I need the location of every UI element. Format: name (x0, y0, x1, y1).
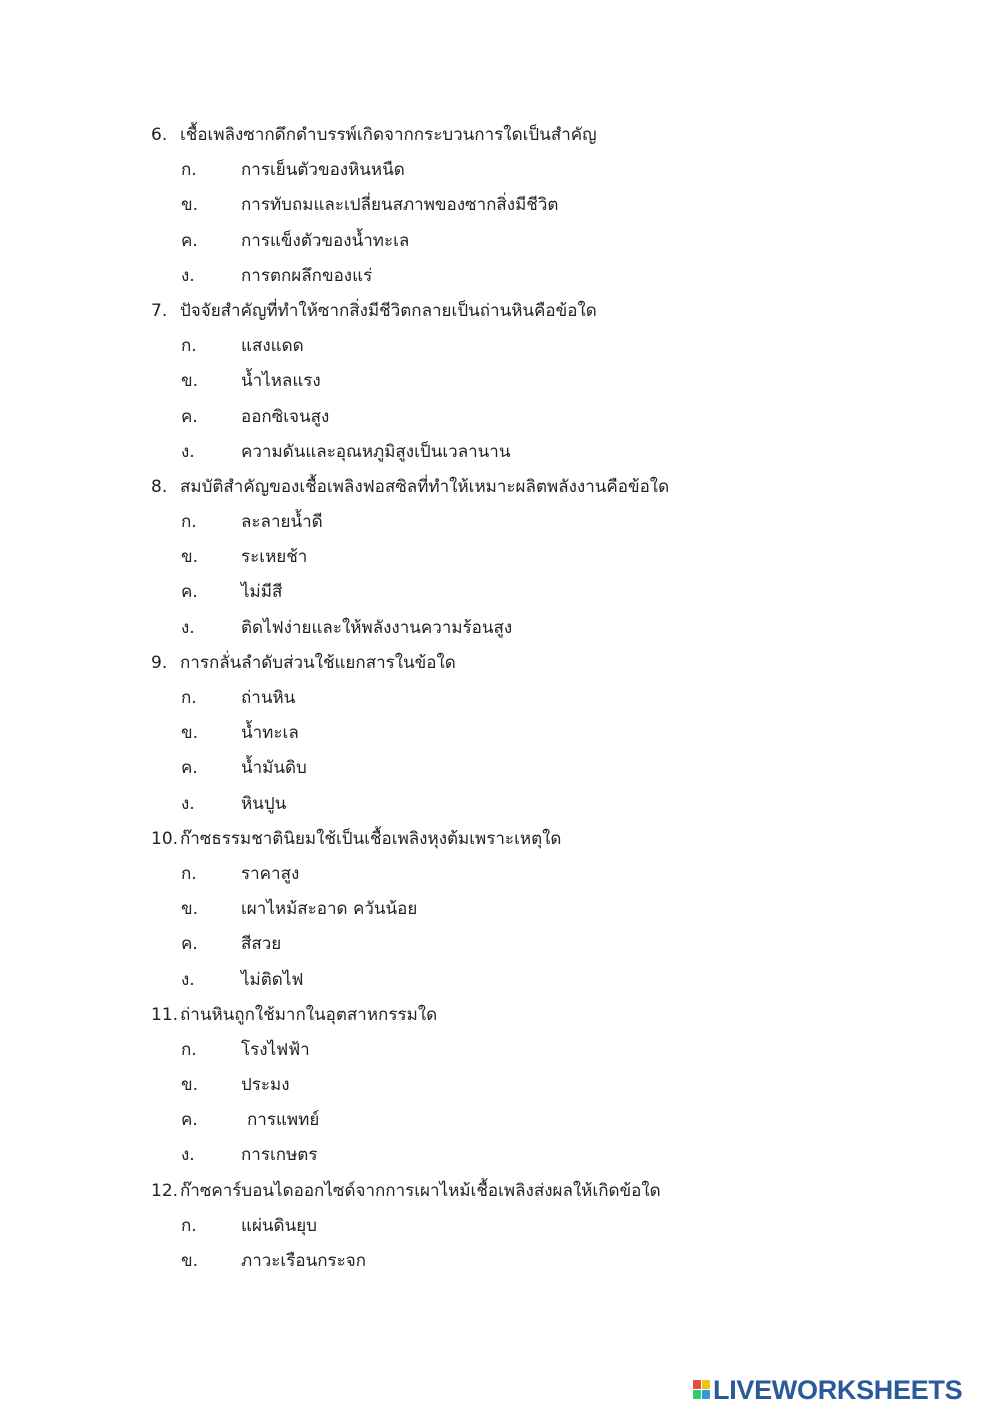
choice-text: ภาวะเรือนกระจก (241, 1251, 367, 1271)
choice-text: การแข็งตัวของน้ำทะเล (241, 230, 410, 251)
choice-row (0, 540, 1000, 575)
choice-row (0, 224, 1000, 259)
choice-letter: ง. (181, 969, 195, 990)
question-text: สมบัติสำคัญของเชื้อเพลิงฟอสซิลที่ทำให้เหมาะผลิตพลังงานคือข้อใด (180, 476, 670, 497)
choice-text: ระเหยช้า (241, 547, 308, 568)
choice-row (0, 1138, 1000, 1173)
choice-letter: ง. (181, 793, 195, 814)
choice-row (0, 1068, 1000, 1103)
choice-letter: ก. (181, 336, 197, 357)
choice-row (0, 963, 1000, 998)
choice-text: สีสวย (241, 934, 282, 955)
choice-row (0, 787, 1000, 822)
choice-text: ติดไฟง่ายและให้พลังงานความร้อนสูง (241, 617, 513, 638)
question-number: 9. (151, 652, 168, 673)
choice-letter: ข. (181, 547, 199, 568)
choice-text: เผาไหม้สะอาด ควันน้อย (241, 899, 418, 920)
choice-row (0, 153, 1000, 188)
choice-letter: ง. (181, 265, 195, 286)
question-text: ปัจจัยสำคัญที่ทำให้ซากสิ่งมีชีวิตกลายเป็นถ่านหินคือข้อใด (180, 300, 597, 321)
choice-row (0, 716, 1000, 751)
choice-row (0, 857, 1000, 892)
choice-row (0, 400, 1000, 435)
question-number: 11. (151, 1004, 179, 1025)
choice-text: น้ำมันดิบ (241, 758, 307, 779)
choice-row (0, 259, 1000, 294)
choice-letter: ง. (181, 1145, 195, 1166)
choice-text: ไม่มีสี (241, 582, 283, 603)
question-row (0, 1174, 1000, 1209)
question-row (0, 998, 1000, 1033)
choice-text: การเย็นตัวของหินหนืด (241, 160, 405, 181)
choice-text: การตกผลึกของแร่ (241, 265, 373, 286)
choice-row (0, 1033, 1000, 1068)
choice-letter: ข. (181, 195, 199, 216)
choice-text: น้ำไหลแรง (241, 371, 321, 392)
choice-row (0, 751, 1000, 786)
choice-letter: ก. (181, 160, 197, 181)
choice-text: ราคาสูง (241, 863, 300, 884)
choice-text: หินปูน (241, 793, 287, 814)
choice-letter: ข. (181, 1075, 199, 1096)
choice-letter: ก. (181, 512, 197, 533)
choice-text: ออกซิเจนสูง (241, 406, 330, 427)
choice-letter: ค. (181, 582, 198, 603)
choice-row (0, 575, 1000, 610)
choice-letter: ค. (181, 230, 198, 251)
choice-letter: ก. (181, 863, 197, 884)
choice-letter: ง. (181, 441, 195, 462)
choice-letter: ค. (181, 934, 198, 955)
choice-text: แผ่นดินยุบ (241, 1215, 317, 1236)
choice-text: ถ่านหิน (241, 688, 296, 708)
logo-square-blue (702, 1390, 710, 1399)
choice-letter: ก. (181, 1039, 197, 1060)
choice-text: การแพทย์ (247, 1110, 320, 1131)
logo-square-green (693, 1390, 701, 1399)
choice-text: ไม่ติดไฟ (241, 969, 304, 990)
question-number: 10. (151, 828, 179, 849)
choice-letter: ง. (181, 617, 195, 638)
logo-square-yellow (702, 1380, 710, 1389)
choice-letter: ข. (181, 371, 199, 392)
question-number: 6. (151, 125, 168, 145)
question-row (0, 118, 1000, 153)
choice-row (0, 1244, 1000, 1279)
choice-text: การทับถมและเปลี่ยนสภาพของซากสิ่งมีชีวิต (241, 195, 559, 216)
question-text: เชื้อเพลิงซากดึกดำบรรพ์เกิดจากกระบวนการใดเป็นสำคัญ (180, 125, 597, 145)
choice-row (0, 611, 1000, 646)
choice-row (0, 364, 1000, 399)
choice-text: ความดันและอุณหภูมิสูงเป็นเวลานาน (241, 441, 511, 462)
choice-row (0, 681, 1000, 716)
choice-row (0, 435, 1000, 470)
choice-row (0, 505, 1000, 540)
worksheet-body (0, 118, 1000, 1279)
liveworksheets-logo (693, 1377, 962, 1403)
choice-letter: ก. (181, 688, 197, 708)
choice-text: ประมง (241, 1075, 290, 1096)
choice-letter: ค. (181, 758, 198, 779)
question-text: ก๊าซคาร์บอนไดออกไซด์จากการเผาไหม้เชื้อเพลิงส่งผลให้เกิดข้อใด (180, 1180, 661, 1201)
liveworksheets-logo-icon (693, 1380, 710, 1400)
question-number: 7. (151, 300, 168, 321)
choice-row (0, 1209, 1000, 1244)
question-number: 8. (151, 476, 168, 497)
logo-text: LIVEWORKSHEETS (713, 1375, 963, 1405)
question-row (0, 646, 1000, 681)
logo-square-red (693, 1380, 701, 1389)
question-row (0, 294, 1000, 329)
choice-letter: ข. (181, 899, 199, 920)
choice-text: แสงแดด (241, 336, 304, 357)
question-text: ก๊าซธรรมชาตินิยมใช้เป็นเชื้อเพลิงหุงต้มเพราะเหตุใด (180, 828, 562, 849)
question-text: ถ่านหินถูกใช้มากในอุตสาหกรรมใด (180, 1004, 438, 1025)
choice-row (0, 927, 1000, 962)
choice-letter: ค. (181, 1110, 198, 1131)
choice-text: น้ำทะเล (241, 723, 299, 744)
choice-text: การเกษตร (241, 1145, 318, 1166)
choice-row (0, 892, 1000, 927)
choice-letter: ข. (181, 723, 199, 744)
choice-row (0, 1103, 1000, 1138)
question-row (0, 822, 1000, 857)
choice-letter: ค. (181, 406, 198, 427)
choice-text: ละลายน้ำดี (241, 512, 323, 533)
question-text: การกลั่นลำดับส่วนใช้แยกสารในข้อใด (180, 652, 456, 673)
choice-letter: ก. (181, 1215, 197, 1236)
choice-text: โรงไฟฟ้า (241, 1039, 310, 1060)
question-number: 12. (151, 1180, 179, 1201)
choice-row (0, 329, 1000, 364)
choice-row (0, 188, 1000, 223)
choice-letter: ข. (181, 1251, 199, 1271)
question-row (0, 470, 1000, 505)
